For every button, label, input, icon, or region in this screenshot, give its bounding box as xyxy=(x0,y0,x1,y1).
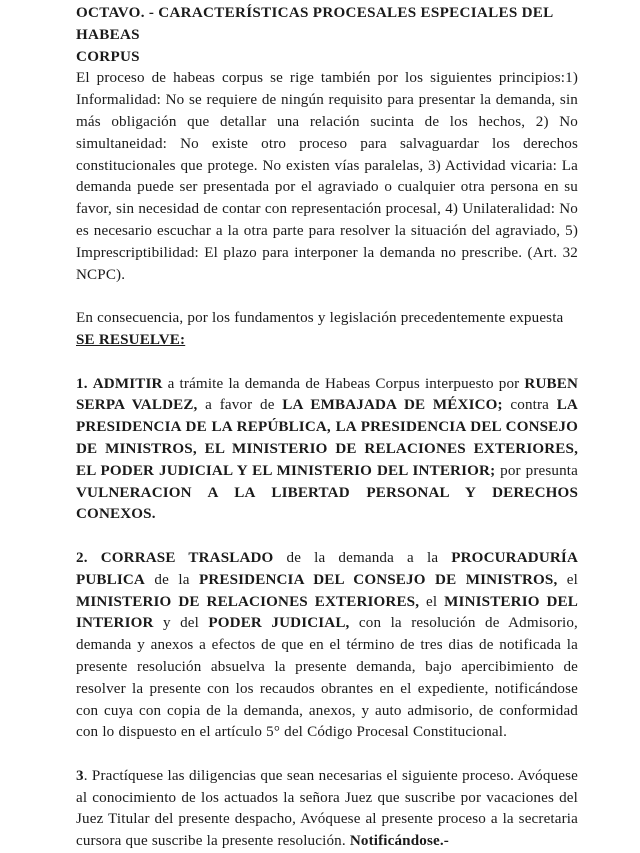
item-2-text-6: con la resolución de Admisorio, demanda y anexos a efectos de que en el término de tres dias de notificada la presente resolución absuelva la presente demanda, bajo apercibimiento de resolver la presente con los recaudos obrantes en el expediente, notificándose con cuya con copia de la demanda, anexos, y auto admisorio, de conformidad con lo dispuesto en el artículo 5° del Código Procesal Constitucional. xyxy=(76,615,578,741)
item-2-entity-2: PRESIDENCIA DEL CONSEJO DE MINISTROS, xyxy=(198,571,558,588)
item-2-entity-4: MINISTERIO DEL INTERIOR xyxy=(76,593,578,632)
item-2-text-3: el xyxy=(557,571,578,588)
resolution-item-1 xyxy=(76,374,578,527)
item-1-text-3: contra xyxy=(502,397,557,414)
item-3-closing: Notificándose.- xyxy=(349,833,449,850)
section-heading-line-2: CORPUS xyxy=(76,48,140,65)
consequence-lead-text: En consecuencia, por los fundamentos y legislación precedentemente expuesta xyxy=(76,310,564,327)
section-heading xyxy=(76,3,578,68)
resolution-item-2 xyxy=(76,548,578,744)
paragraph-spacer xyxy=(76,744,578,766)
item-3-number: 3 xyxy=(76,767,84,784)
item-1-number: 1. xyxy=(76,375,88,392)
item-2-text-2: de la xyxy=(145,571,199,588)
item-2-number: 2. xyxy=(76,549,88,566)
item-2-text-1: de la demanda a la xyxy=(273,549,452,566)
paragraph-principles xyxy=(76,68,578,286)
se-resuelve-label: SE RESUELVE: xyxy=(76,331,186,348)
item-1-text-4: por presunta xyxy=(495,462,578,479)
paragraph-principles-text: El proceso de habeas corpus se rige también por los siguientes principios:1) Informalidad: No se requiere de ningún requisito para presentar la demanda, sin más obligación que detallar una relación sucinta de los hechos, 2) No simultaneidad: No existe otro proceso para salvaguardar los derechos constitucionales que protege. No existen vías paralelas, 3) Actividad vicaria: La demanda puede ser presentada por el agraviado o cualquier otra persona en su favor, sin necesidad de contar con representación procesal, 4) Unilateralidad: No es necesario escuchar a la otra parte para resolver la situación del agraviado, 5) Imprescriptibilidad: El plazo para interponer la demanda no prescribe. (Art. 32 NCPC). xyxy=(76,70,578,283)
paragraph-spacer xyxy=(76,352,578,374)
item-1-text-1: a trámite la demanda de Habeas Corpus interpuesto por xyxy=(162,375,525,392)
paragraph-spacer xyxy=(76,526,578,548)
document-body xyxy=(76,3,578,853)
item-1-respondents: LA PRESIDENCIA DE LA REPÚBLICA, LA PRESIDENCIA DEL CONSEJO DE MINISTROS, EL MINISTERIO DE RELACIONES EXTERIORES, EL PODER JUDICIAL Y EL MINISTERIO DEL INTERIOR; xyxy=(76,397,578,479)
item-1-verb: ADMITIR xyxy=(92,375,163,392)
resolution-item-3 xyxy=(76,766,578,853)
item-1-text-2: a favor de xyxy=(197,397,283,414)
paragraph-consequence xyxy=(76,308,578,352)
paragraph-spacer xyxy=(76,286,578,308)
item-2-text-5: y del xyxy=(153,615,209,632)
section-heading-line-1: OCTAVO. - CARACTERÍSTICAS PROCESALES ESPECIALES DEL HABEAS xyxy=(76,5,553,43)
item-2-text-4: el xyxy=(419,593,445,610)
item-2-entity-3: MINISTERIO DE RELACIONES EXTERIORES, xyxy=(76,593,420,610)
item-2-verb: CORRASE TRASLADO xyxy=(100,549,274,566)
item-1-petitioner: RUBEN SERPA VALDEZ, xyxy=(76,375,579,414)
item-1-beneficiary: LA EMBAJADA DE MÉXICO; xyxy=(282,397,503,414)
item-2-entity-5: PODER JUDICIAL, xyxy=(208,615,350,632)
item-3-text-1: . Practíquese las diligencias que sean necesarias el siguiente proceso. Avóquese al conocimiento de los actuados la señora Juez que suscribe por vacaciones del Juez Titular del presente despacho, Avóquese al presente proceso a la secretaria cursora que suscribe la presente resolución. xyxy=(76,767,578,850)
item-2-entity-1: PROCURADURÍA PUBLICA xyxy=(76,549,578,588)
item-1-claim: VULNERACION A LA LIBERTAD PERSONAL Y DERECHOS CONEXOS. xyxy=(76,484,578,523)
